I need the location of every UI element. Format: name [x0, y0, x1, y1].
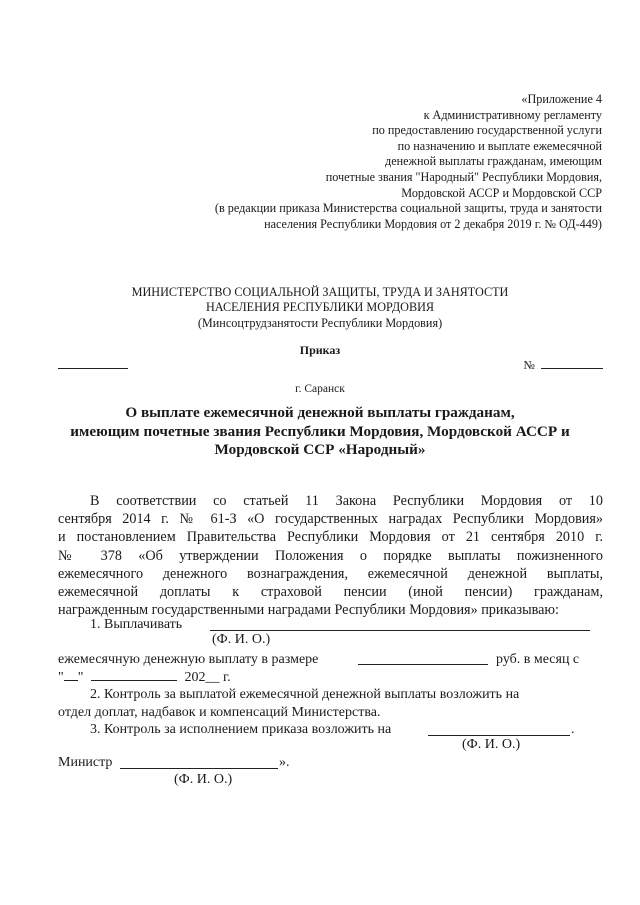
start-date-row: [58, 668, 231, 686]
signature-fio-caption: (Ф. И. О.): [174, 772, 233, 787]
item3-fio-blank: [428, 723, 570, 736]
heading-line: О выплате ежемесячной денежной выплаты гражданам,: [125, 404, 515, 421]
item1-label: 1. Выплачивать: [90, 617, 183, 632]
ministry-line: НАСЕЛЕНИЯ РЕСПУБЛИКИ МОРДОВИЯ: [205, 300, 435, 315]
item3-label: 3. Контроль за исполнением приказа возложить на: [90, 722, 392, 737]
appendix-line: почетные звания "Народный" Республики Мордовия,: [325, 169, 602, 184]
appendix-line: Мордовской АССР и Мордовской ССР: [401, 185, 602, 200]
year-text: 202__ г.: [184, 670, 231, 685]
signature-end: ».: [279, 755, 290, 770]
preamble-paragraph: [58, 492, 603, 619]
month-blank: [91, 668, 177, 681]
number-blank-line: [541, 368, 603, 369]
appendix-line: к Административному регламенту: [423, 107, 602, 122]
date-blank-line: [58, 368, 128, 369]
item1-fio-blank: [210, 618, 590, 631]
appendix-line: населения Республики Мордовия от 2 декабря 2019 г. № ОД-449): [264, 216, 602, 231]
appendix-block: [162, 92, 602, 232]
signature-blank: [120, 756, 278, 769]
preamble-line: В соответствии со статьей 11 Закона Республики Мордовия от 10: [90, 493, 603, 509]
item1-fio-caption: (Ф. И. О.): [212, 632, 271, 647]
order-title: Приказ: [299, 343, 341, 357]
item2-line: отдел доплат, надбавок и компенсаций Министерства.: [58, 705, 381, 720]
heading-line: Мордовской ССР «Народный»: [214, 441, 426, 458]
preamble-line: и постановлением Правительства Республики Мордовия от 21 сентября 2010 г.: [58, 529, 603, 546]
order-heading: [0, 404, 640, 460]
minister-label: Министр: [58, 755, 113, 770]
quote-open: ": [58, 670, 64, 685]
amount-blank: [358, 652, 488, 665]
preamble-line: ежемесячного денежного вознаграждения, ежемесячной денежной выплаты,: [58, 565, 603, 582]
preamble-line: № 378 «Об утверждении Положения о порядке выплаты пожизненного: [58, 547, 603, 564]
date-number-row: [58, 358, 603, 376]
ministry-line: МИНИСТЕРСТВО СОЦИАЛЬНОЙ ЗАЩИТЫ, ТРУДА И ЗАНЯТОСТИ: [131, 285, 509, 299]
appendix-line: по предоставлению государственной услуги: [372, 123, 602, 138]
ministry-header: [0, 285, 640, 331]
item3-end: .: [571, 722, 575, 737]
item3-fio-caption: (Ф. И. О.): [462, 737, 521, 752]
order-number: [524, 358, 603, 373]
number-label: №: [523, 358, 535, 372]
day-blank: [64, 668, 78, 681]
ministry-line: (Минсоцтрудзанятости Республики Мордовия): [197, 315, 443, 330]
appendix-line: (в редакции приказа Министерства социальной защиты, труда и занятости: [214, 201, 602, 216]
appendix-line: «Приложение 4: [521, 92, 602, 106]
item2-line: 2. Контроль за выплатой ежемесячной денежной выплаты возложить на: [90, 687, 520, 702]
quote-close: ": [77, 670, 84, 685]
per-month-text: руб. в месяц с: [496, 652, 580, 667]
preamble-line: ежемесячной доплаты к страховой пенсии (иной пенсии) гражданам,: [58, 583, 603, 600]
city: г. Саранск: [295, 383, 345, 395]
heading-line: имеющим почетные звания Республики Мордовия, Мордовской АССР и: [70, 422, 570, 440]
appendix-line: по назначению и выплате ежемесячной: [397, 138, 602, 153]
preamble-line: сентября 2014 г. № 61-З «О государственных наградах Республики Мордовия»: [58, 511, 603, 528]
appendix-line: денежной выплаты гражданам, имеющим: [385, 154, 602, 169]
item1-amount-text: ежемесячную денежную выплату в размере: [58, 652, 319, 667]
preamble-line: награжденным государственными наградами Республики Мордовия» приказываю:: [58, 602, 559, 619]
